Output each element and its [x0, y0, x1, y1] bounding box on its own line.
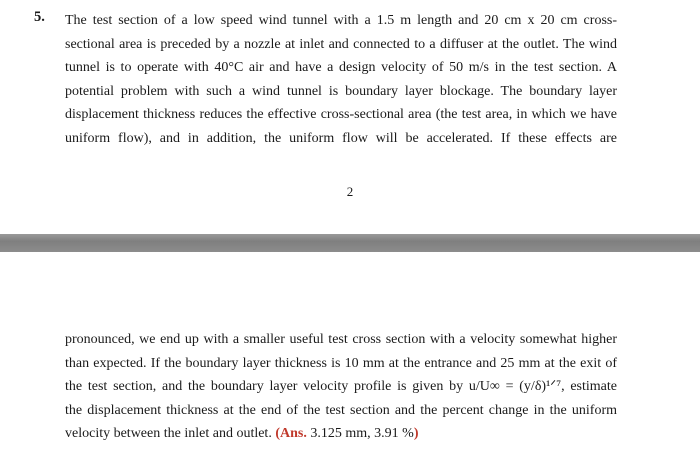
- text-line: velocity between the inlet and outlet.: [65, 426, 276, 442]
- page-bottom: [0, 252, 700, 463]
- page-number: 2: [346, 184, 354, 199]
- answer-value: 3.125 mm, 3.91 %: [306, 426, 414, 442]
- text-line: the displacement thickness at the end of the test section and the percent change in the uniform: [65, 402, 617, 418]
- text-line: displacement thickness reduces the effective cross-sectional area (the test area, in which we have: [65, 107, 617, 123]
- text-line: than expected. If the boundary layer thickness is 10 mm at the entrance and 25 mm at the exit of: [65, 355, 617, 371]
- text-line: sectional area is preceded by a nozzle at inlet and connected to a diffuser at the outlet. The wind: [65, 36, 617, 52]
- answer-paren-open: (: [275, 426, 280, 442]
- text-line: pronounced, we end up with a smaller useful test cross section with a velocity somewhat higher: [65, 332, 617, 347]
- text-line: tunnel is to operate with 40°C air and have a design velocity of 50 m/s in the test section. A: [65, 60, 617, 76]
- question-number: 5.: [34, 9, 45, 25]
- answer-paren-close: ): [413, 426, 419, 442]
- question-text-part1: [65, 9, 617, 151]
- text-line: potential problem with such a wind tunnel is boundary layer blockage. The boundary layer: [65, 83, 617, 99]
- answer-line: [65, 422, 617, 446]
- answer-label: Ans.: [280, 426, 307, 442]
- text-line: uniform flow), and in addition, the uniform flow will be accelerated. If these effects are: [65, 130, 617, 146]
- question-text-part2: [65, 328, 617, 446]
- text-line: the test section, and the boundary layer velocity profile is given by u/U∞ = (y/δ)¹ᐟ⁷, estimate: [65, 379, 617, 395]
- page-separator: [0, 234, 700, 252]
- text-line: The test section of a low speed wind tunnel with a 1.5 m length and 20 cm x 20 cm cross-: [65, 13, 617, 28]
